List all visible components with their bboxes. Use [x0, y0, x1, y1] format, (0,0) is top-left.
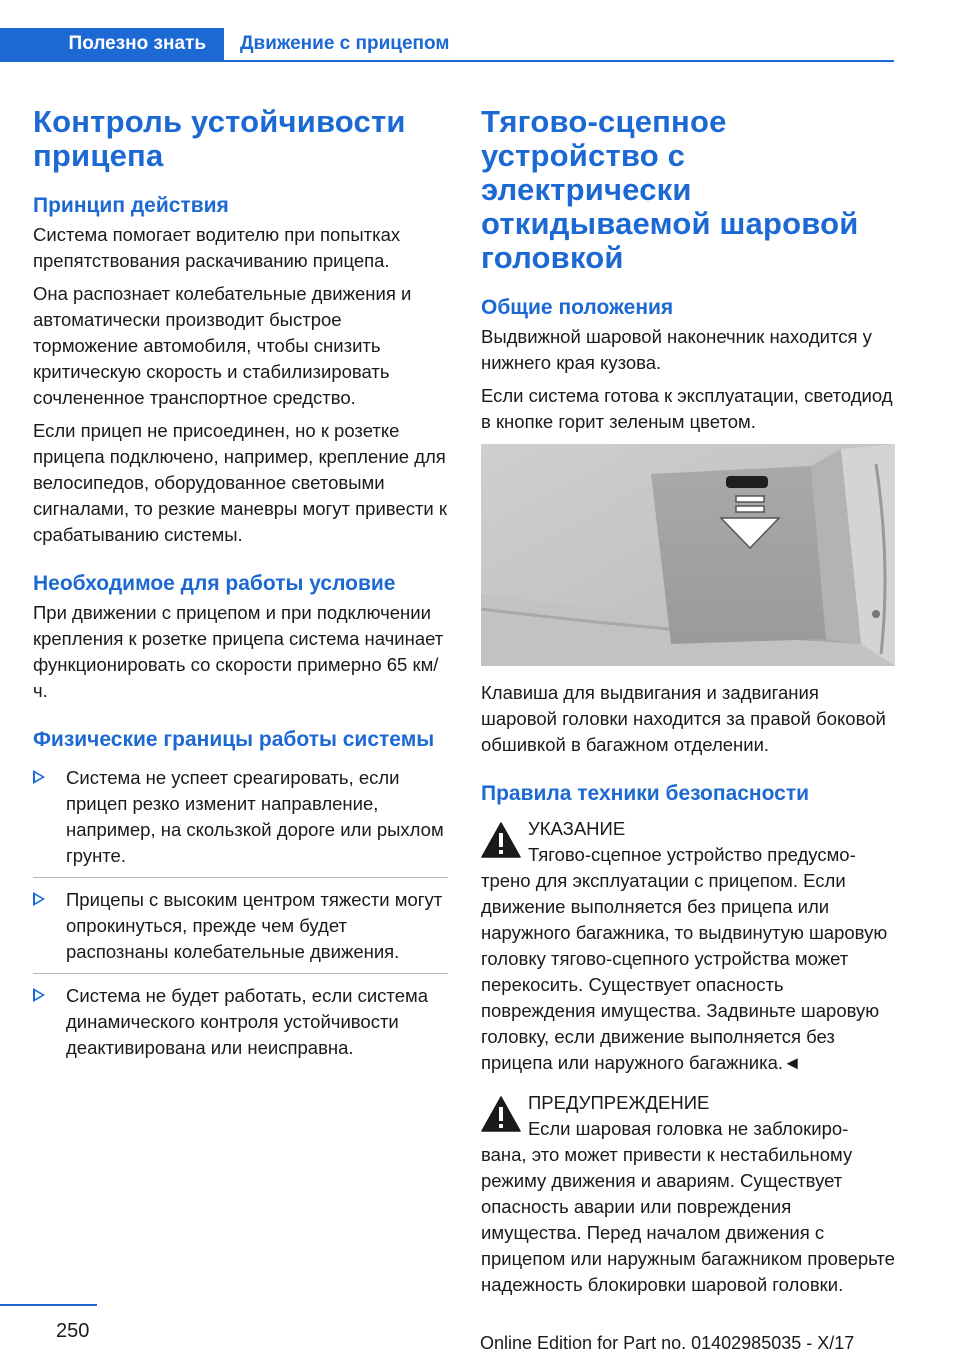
paragraph: При движении с прицепом и при подключении крепления к розетке прицепа система начинает функционировать со скорости примерно 65 км/ч.: [33, 602, 444, 701]
warning-triangle-icon: [481, 822, 521, 858]
header-rule: [224, 60, 894, 62]
notice-text-first: Тягово-сцепное устройство предусмо-: [528, 844, 856, 865]
list-item: Система не будет работать, если система динамического контроля устойчивости деактивирована или неисправна.: [33, 973, 448, 1069]
heading-required-condition: Необходимое для работы условие: [33, 572, 396, 595]
notice-label: УКАЗАНИЕ: [528, 818, 626, 839]
list-item: Система не успеет среагировать, если прицеп резко изменит направление, например, на скользкой дороге или рыхлом грунте.: [33, 756, 448, 877]
page-number: 250: [56, 1320, 90, 1342]
heading-principle: Принцип действия: [33, 194, 229, 217]
heading-safety-rules: Правила техники безопасности: [481, 782, 810, 805]
bullet-triangle-icon: [33, 988, 45, 1002]
warning-block: [481, 1090, 896, 1298]
right-column: [481, 105, 896, 1304]
edition-footer: Online Edition for Part no. 01402985035 - X/17: [480, 1333, 855, 1353]
warning-label: ПРЕДУПРЕЖДЕНИЕ: [528, 1092, 710, 1113]
image-caption: Клавиша для выдвигания и задвигания шаровой головки находится за правой боковой обшивкой в багажном отделении.: [481, 682, 886, 755]
tab-trailer-driving[interactable]: Движение с прицепом: [240, 33, 450, 54]
paragraph: Выдвижной шаровой наконечник находится у нижнего края кузова.: [481, 326, 872, 373]
warning-text: вана, это может привести к нестабильному режиму движения и авариям. Существует опасность аварии или повреждения имущества. Перед началом движения с прицепом или наружным багажником проверьте надежность блокировки шаровой головки.: [481, 1144, 895, 1295]
paragraph: Если система готова к эксплуатации, светодиод в кнопке горит зеленым цветом.: [481, 385, 893, 432]
bullet-triangle-icon: [33, 892, 45, 906]
section-title-trailer-stability: Контроль устойчивости прицепа: [33, 104, 406, 173]
paragraph: Если прицеп не присоединен, но к розетке прицепа подключено, например, крепление для велосипедов, оборудованное световыми сигналами, то резкие маневры могут привести к срабатыванию системы.: [33, 420, 447, 545]
paragraph: Она распознает колебательные движения и автоматически производит быстрое торможение автомобиля, чтобы снизить критическую скорость и стабилизировать сочлененное транспортное средство.: [33, 283, 412, 408]
bullet-triangle-icon: [33, 770, 45, 784]
notice-block: [481, 816, 896, 1076]
tab-useful-info-label: Полезно знать: [68, 33, 206, 54]
list-item: Прицепы с высоким центром тяжести могут опрокинуться, прежде чем будет распознаны колебательные движения.: [33, 877, 448, 973]
section-title-towbar: Тягово-сцепное устройство с электрически откидываемой шаровой головкой: [481, 104, 859, 275]
paragraph: Система помогает водителю при попытках препятствования раскачиванию прицепа.: [33, 224, 401, 271]
left-column: [33, 105, 448, 1069]
limits-list: [33, 756, 448, 1069]
heading-general: Общие положения: [481, 296, 674, 319]
page-number-rule: [0, 1304, 97, 1306]
header-tabbar: [0, 0, 960, 62]
notice-text: трено для эксплуатации с прицепом. Если движение выполняется без прицепа или наружного багажника, то выдвинутую шаровую головку тягово-сцепного устройства может перекосить. Существует опасность повреждения имущества. Задвиньте шаровую головку, если движение выполняется без прицепа или наружного багажника.◄: [481, 870, 888, 1073]
warning-triangle-icon: [481, 1096, 521, 1132]
tab-useful-info[interactable]: [0, 28, 224, 62]
warning-text-first: Если шаровая головка не заблокиро-: [528, 1118, 849, 1139]
trunk-button-photo: [481, 444, 895, 666]
heading-system-limits: Физические границы работы системы: [33, 728, 435, 751]
